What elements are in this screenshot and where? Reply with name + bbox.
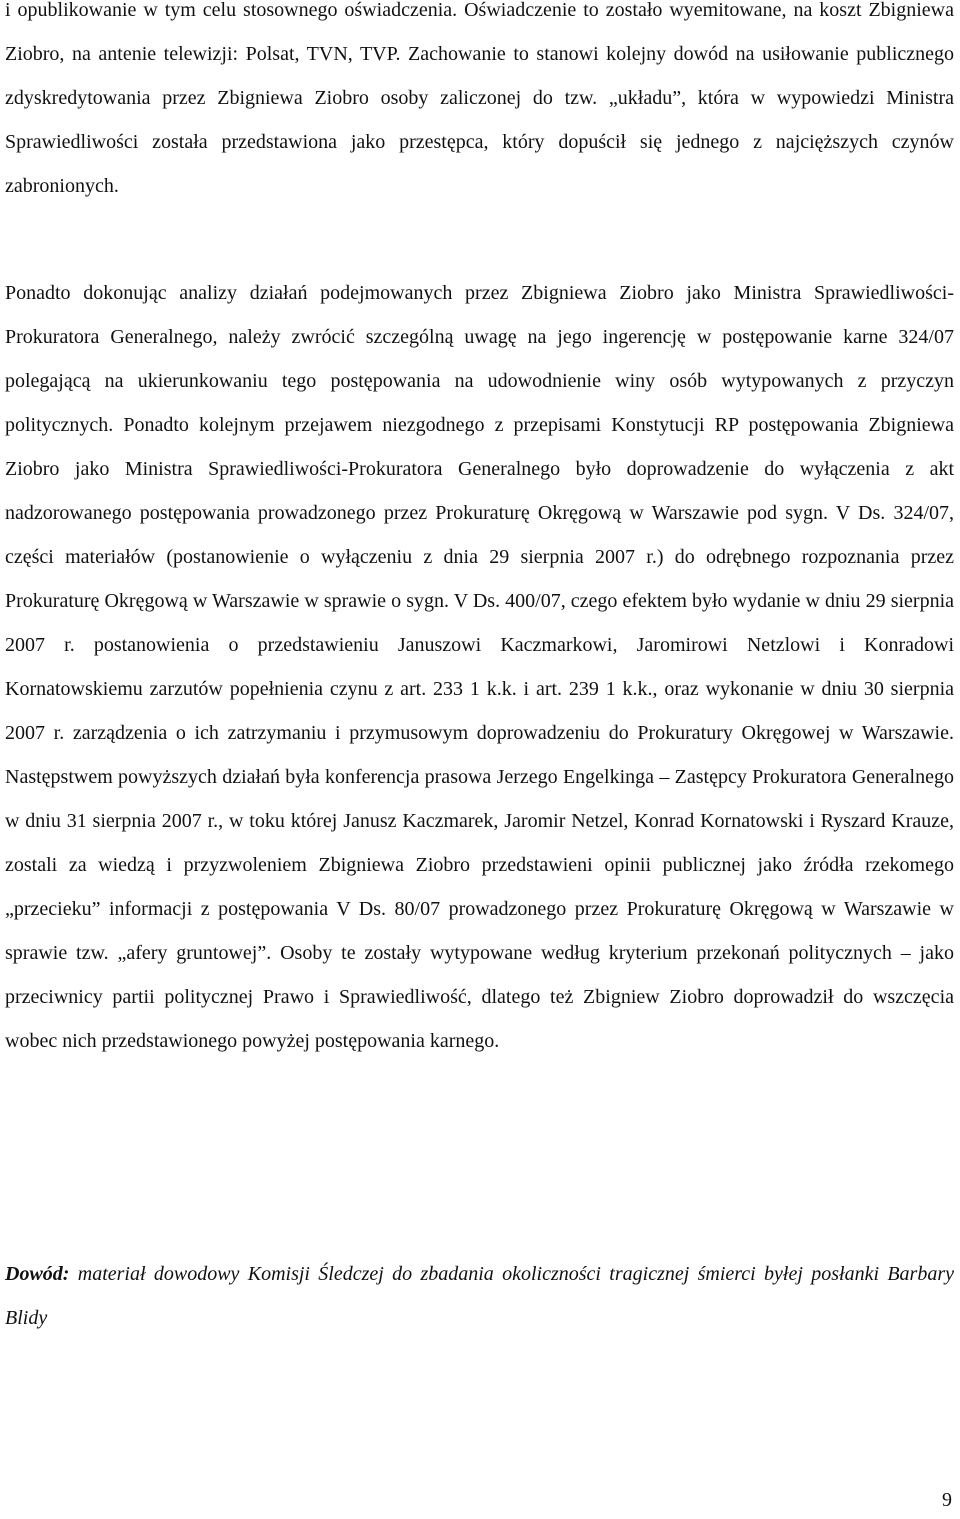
evidence-label: Dowód: (5, 1263, 70, 1285)
evidence-note (5, 1252, 954, 1340)
page-number: 9 (942, 1489, 952, 1511)
paragraph-2: Ponadto dokonując analizy działań podejmowanych przez Zbigniewa Ziobro jako Ministra Sprawiedliwości-Prokuratora Generalnego, należy zwrócić szczególną uwagę na jego ingerencję w postępowanie karne 324/07 polegającą na ukierunkowaniu tego postępowania na udowodnienie winy osób wytypowanych z przyczyn politycznych. Ponadto kolejnym przejawem niezgodnego z przepisami Konstytucji RP postępowania Zbigniewa Ziobro jako Ministra Sprawiedliwości-Prokuratora Generalnego było doprowadzenie do wyłączenia z akt nadzorowanego postępowania prowadzonego przez Prokuraturę Okręgową w Warszawie pod sygn. V Ds. 324/07, części materiałów (postanowienie o wyłączeniu z dnia 29 sierpnia 2007 r.) do odrębnego rozpoznania przez Prokuraturę Okręgową w Warszawie w sprawie o sygn. V Ds. 400/07, czego efektem było wydanie w dniu 29 sierpnia 2007 r. postanowienia o przedstawieniu Januszowi Kaczmarkowi, Jaromirowi Netzlowi i Konradowi Kornatowskiemu zarzutów popełnienia czynu z art. 233 1 k.k. i art. 239 1 k.k., oraz wykonanie w dniu 30 sierpnia 2007 r. zarządzenia o ich zatrzymaniu i przymusowym doprowadzeniu do Prokuratury Okręgowej w Warszawie. Następstwem powyższych działań była konferencja prasowa Jerzego Engelkinga – Zastępcy Prokuratora Generalnego w dniu 31 sierpnia 2007 r., w toku której Janusz Kaczmarek, Jaromir Netzel, Konrad Kornatowski i Ryszard Krauze, zostali za wiedzą i przyzwoleniem Zbigniewa Ziobro przedstawieni opinii publicznej jako źródła rzekomego „przecieku” informacji z postępowania V Ds. 80/07 prowadzonego przez Prokuraturę Okręgową w Warszawie w sprawie tzw. „afery gruntowej”. Osoby te zostały wytypowane według kryterium przekonań politycznych – jako przeciwnicy partii politycznej Prawo i Sprawiedliwość, dlatego też Zbigniew Ziobro doprowadził do wszczęcia wobec nich przedstawionego powyżej postępowania karnego. (5, 282, 954, 1052)
paragraph-1: i opublikowanie w tym celu stosownego oświadczenia. Oświadczenie to zostało wyemitowane, na koszt Zbigniewa Ziobro, na antenie telewizji: Polsat, TVN, TVP. Zachowanie to stanowi kolejny dowód na usiłowanie publicznego zdyskredytowania przez Zbigniewa Ziobro osoby zaliczonej do tzw. „układu”, która w wypowiedzi Ministra Sprawiedliwości została przedstawiona jako przestępca, który dopuścił się jednego z najcięższych czynów zabronionych. (5, 0, 954, 197)
evidence-text: materiał dowodowy Komisji Śledczej do zbadania okoliczności tragicznej śmierci byłej posłanki Barbary Blidy (5, 1263, 954, 1329)
